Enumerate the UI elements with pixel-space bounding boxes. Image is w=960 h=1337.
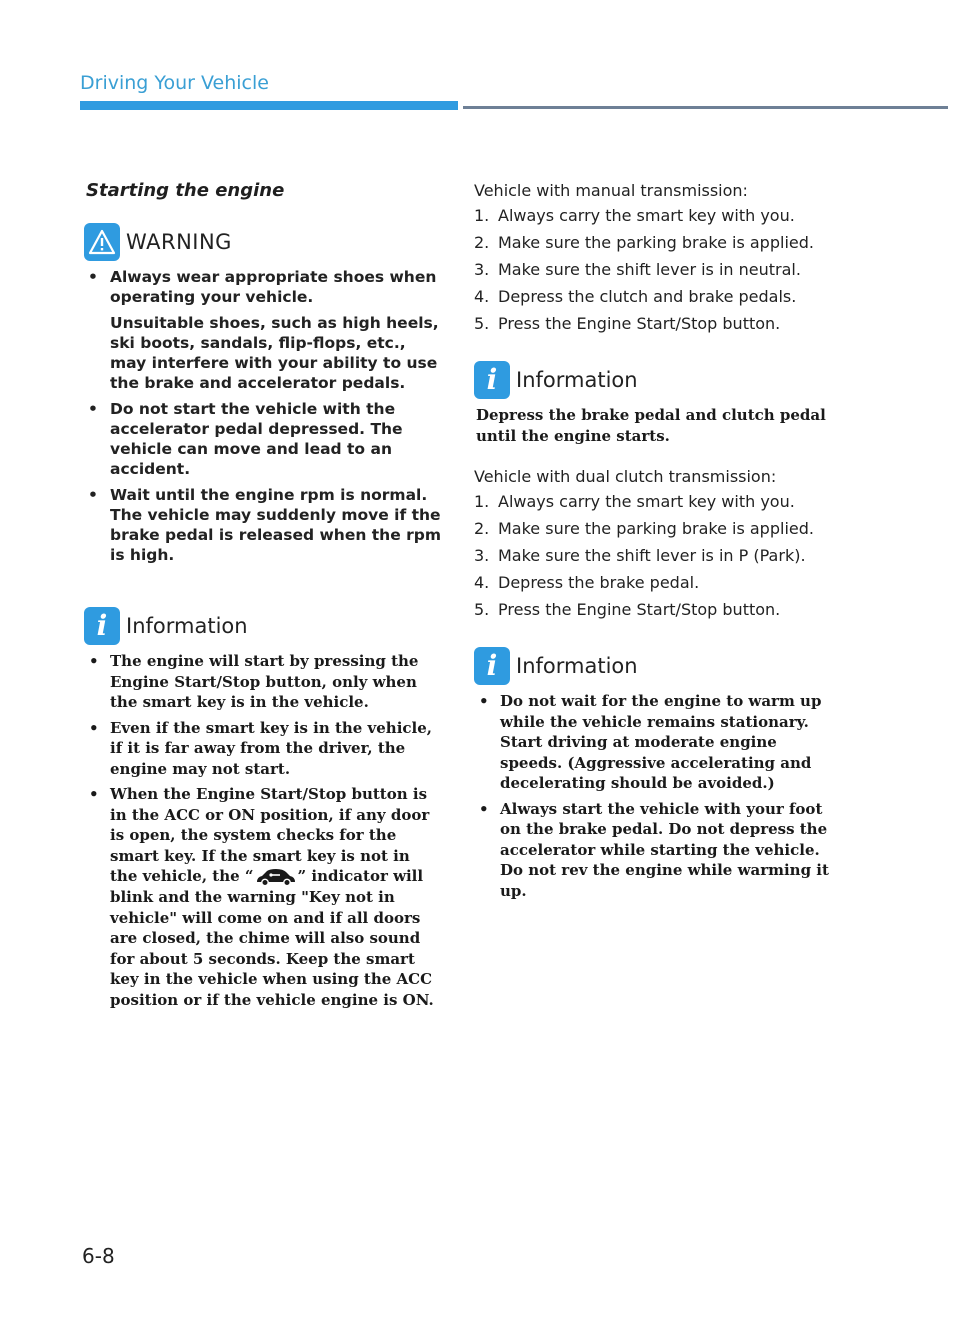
information-box [84,607,442,1010]
warning-subtext: Unsuitable shoes, such as high heels, ski boots, sandals, flip-flops, etc., may interfere with your ability to use the brake and accelerator pedals. [110,314,439,392]
step-number: 2. [474,519,490,538]
step-text: Depress the clutch and brake pedals. [498,287,797,306]
list-item: • Do not wait for the engine to warm up while the vehicle remains stationary. Start driving at moderate engine speeds. (Aggressive accelerating and decelerating should be avoided.) [474,691,834,794]
step-number: 4. [474,287,490,306]
warning-list [84,399,442,565]
information-text: Depress the brake pedal and clutch pedal until the engine starts. [476,406,826,445]
information-icon: i [84,607,120,645]
header-rule [463,106,948,109]
manual-transmission-heading: Vehicle with manual transmission: [474,181,748,200]
step-text: Always carry the smart key with you. [498,206,795,225]
step-text: Make sure the parking brake is applied. [498,519,814,538]
step-text: Make sure the shift lever is in neutral. [498,260,801,279]
information-list [84,651,442,1010]
information-title: Information [516,654,638,678]
list-item [84,784,442,1010]
list-item: • Always wear appropriate shoes when operating your vehicle. [84,267,442,307]
list-item: • Always start the vehicle with your foot on the brake pedal. Do not depress the accelerator while starting the vehicle. Do not rev the engine while warming it up. [474,799,834,902]
section-title: Driving Your Vehicle [80,72,269,94]
car-key-indicator-icon [254,867,298,887]
information-header [84,607,442,645]
step-text: Press the Engine Start/Stop button. [498,314,781,333]
list-item: • Wait until the engine rpm is normal. The vehicle may suddenly move if the brake pedal is released when the rpm is high. [84,485,442,565]
left-column [84,180,442,1015]
step-text: Press the Engine Start/Stop button. [498,600,781,619]
information-icon: i [474,647,510,685]
step-text: Make sure the parking brake is applied. [498,233,814,252]
step-number: 1. [474,492,490,511]
step-item [474,573,834,593]
information-title: Information [126,614,248,638]
step-item [474,546,834,566]
information-icon: i [474,361,510,399]
warning-list [84,267,442,307]
step-number: 5. [474,600,490,619]
list-item-text: ” indicator will blink and the warning "Key not in vehicle" will come on and if all doors are closed, the chime will also sound for about 5 seconds. Keep the smart key in the vehicle when using the ACC position or if the vehicle engine is ON. [110,867,434,1009]
step-number: 3. [474,260,490,279]
step-item [474,492,834,512]
warning-box [84,223,442,565]
header-accent-bar [80,101,458,110]
step-item [474,600,834,620]
step-text: Always carry the smart key with you. [498,492,795,511]
warning-triangle-icon [84,223,120,261]
step-item [474,287,834,307]
warning-header [84,223,442,261]
right-column [474,180,834,906]
step-number: 5. [474,314,490,333]
step-number: 1. [474,206,490,225]
information-box [474,647,834,901]
list-item-text: When the Engine Start/Stop button is in the ACC or ON position, if any door is open, the system checks for the smart key. If the smart key is not in the vehicle, the “ [110,785,430,885]
step-item [474,233,834,253]
step-item [474,314,834,334]
warning-title: WARNING [126,230,232,254]
step-item [474,260,834,280]
step-number: 2. [474,233,490,252]
list-item: • The engine will start by pressing the Engine Start/Stop button, only when the smart key is in the vehicle. [84,651,442,713]
list-item: • Do not start the vehicle with the accelerator pedal depressed. The vehicle can move and lead to an accident. [84,399,442,479]
step-number: 4. [474,573,490,592]
step-item [474,206,834,226]
step-text: Depress the brake pedal. [498,573,700,592]
step-text: Make sure the shift lever is in P (Park). [498,546,806,565]
information-title: Information [516,368,638,392]
information-list [474,691,834,901]
information-box [474,361,834,446]
step-number: 3. [474,546,490,565]
dct-heading: Vehicle with dual clutch transmission: [474,467,777,486]
dct-steps [474,492,834,620]
page-number: 6-8 [82,1244,115,1268]
information-header [474,647,834,685]
section-heading: Starting the engine [86,180,285,201]
information-header [474,361,834,399]
list-item: • Even if the smart key is in the vehicle, if it is far away from the driver, the engine may not start. [84,718,442,780]
manual-steps [474,206,834,334]
step-item [474,519,834,539]
